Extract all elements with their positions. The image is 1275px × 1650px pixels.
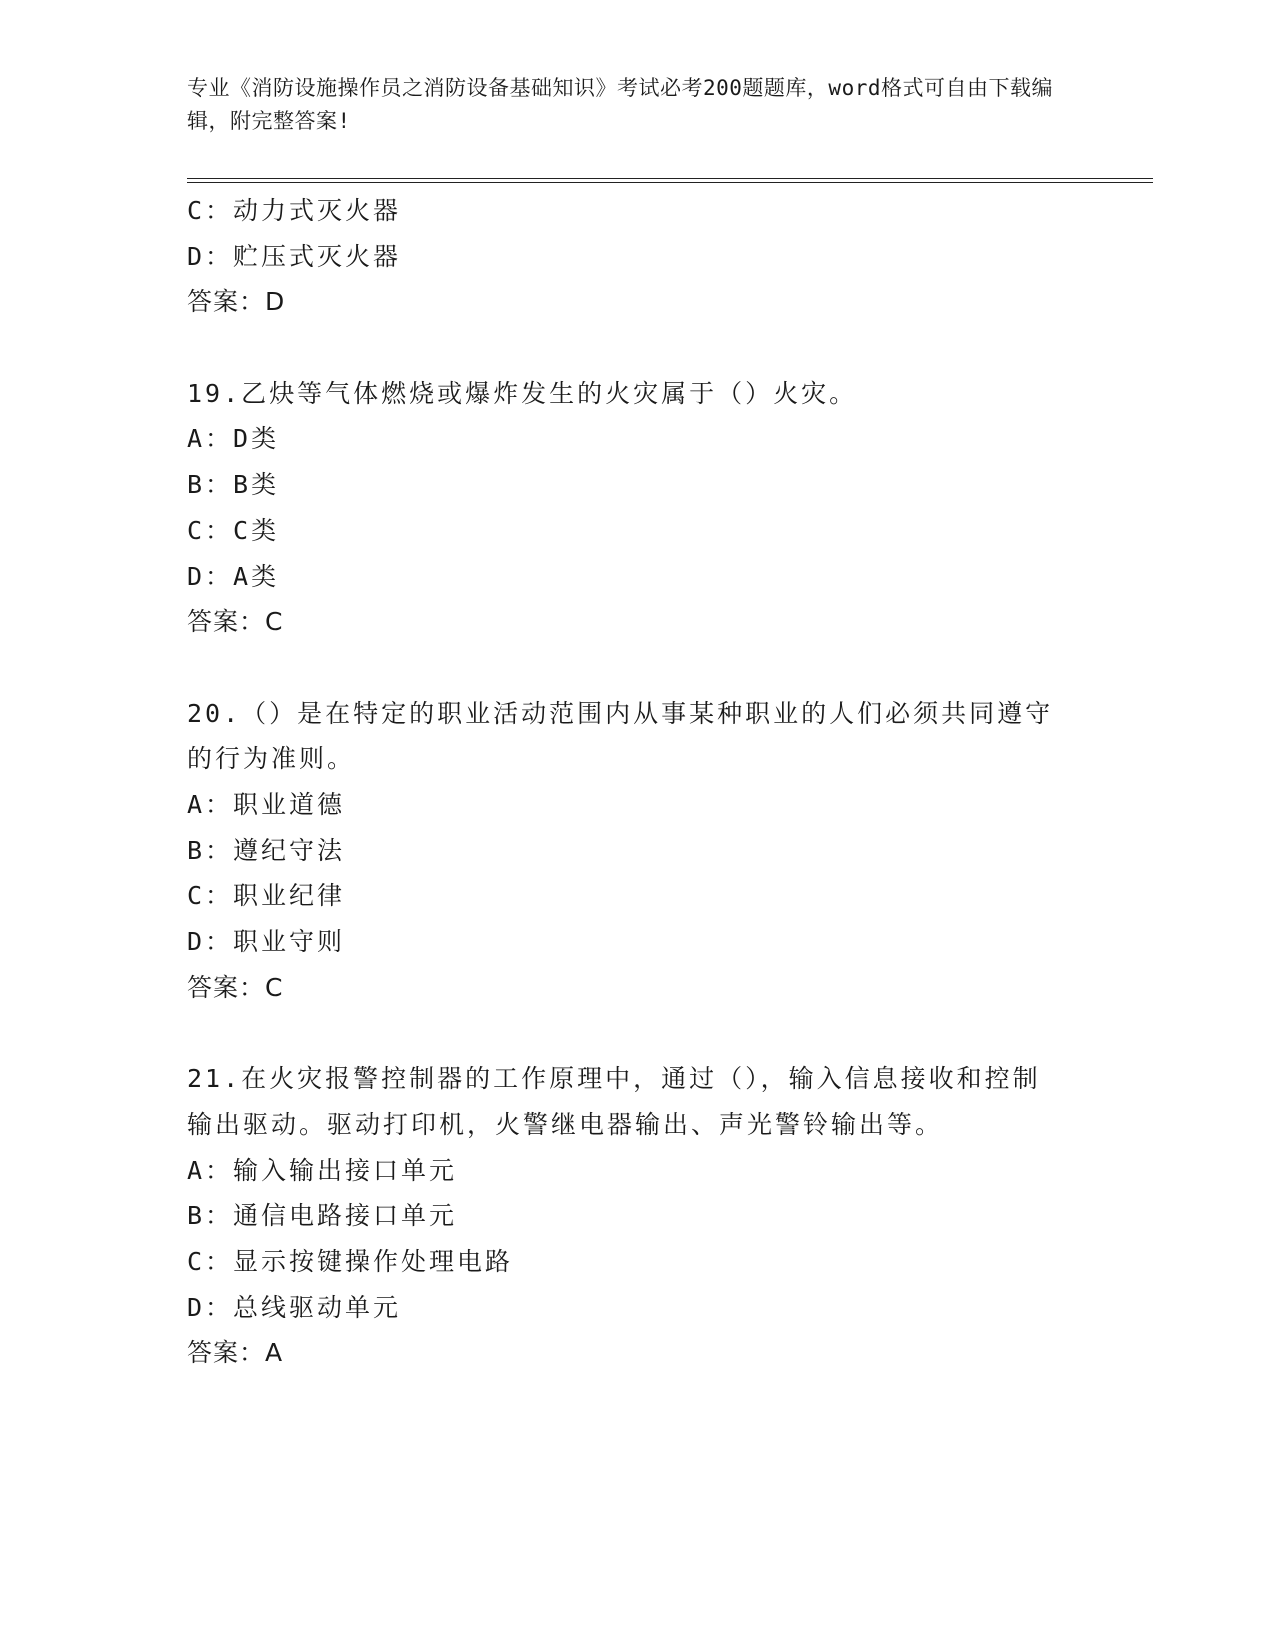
question-stem: 19.乙炔等气体燃烧或爆炸发生的火灾属于（）火灾。	[187, 378, 858, 408]
question-stem: 20.（）是在特定的职业活动范围内从事某种职业的人们必须共同遵守的行为准则。	[187, 698, 1054, 774]
option-d: D：总线驱动单元	[187, 1292, 402, 1322]
option-b: B：通信电路接口单元	[187, 1201, 458, 1231]
answer: 答案：A	[187, 1338, 284, 1368]
question-list	[187, 188, 1067, 1376]
spacer	[187, 645, 1067, 691]
question-stem-wrap	[187, 1056, 1067, 1147]
option-b: B：B类	[187, 470, 280, 500]
option-d: D：A类	[187, 561, 280, 591]
question-19	[187, 371, 1067, 645]
question-stem-wrap	[187, 691, 1067, 782]
option-b: B：遵纪守法	[187, 835, 346, 865]
document-header	[187, 72, 1067, 138]
question-stem: 21.在火灾报警控制器的工作原理中，通过（），输入信息接收和控制输出驱动。驱动打印机，火警继电器输出、声光警铃输出等。	[187, 1064, 1041, 1139]
header-divider-bottom	[187, 182, 1153, 183]
spacer	[187, 1010, 1067, 1056]
answer: 答案：C	[187, 972, 284, 1002]
question-18-tail	[187, 188, 1067, 325]
option-c: C：C类	[187, 515, 280, 545]
answer: 答案：D	[187, 287, 286, 317]
option-c: C：动力式灭火器	[187, 196, 402, 225]
option-d: D：职业守则	[187, 927, 346, 957]
option-a: A：D类	[187, 424, 280, 454]
question-20	[187, 691, 1067, 1011]
header-text: 专业《消防设施操作员之消防设备基础知识》考试必考200题题库，word格式可自由下载编辑，附完整答案!	[187, 76, 1053, 133]
option-a: A：职业道德	[187, 789, 346, 819]
header-divider-top	[187, 178, 1153, 179]
option-d: D：贮压式灭火器	[187, 241, 402, 271]
option-c: C：显示按键操作处理电路	[187, 1246, 514, 1276]
option-c: C：职业纪律	[187, 881, 346, 911]
option-a: A：输入输出接口单元	[187, 1155, 458, 1185]
answer: 答案：C	[187, 607, 284, 637]
spacer	[187, 325, 1067, 371]
question-21	[187, 1056, 1067, 1376]
